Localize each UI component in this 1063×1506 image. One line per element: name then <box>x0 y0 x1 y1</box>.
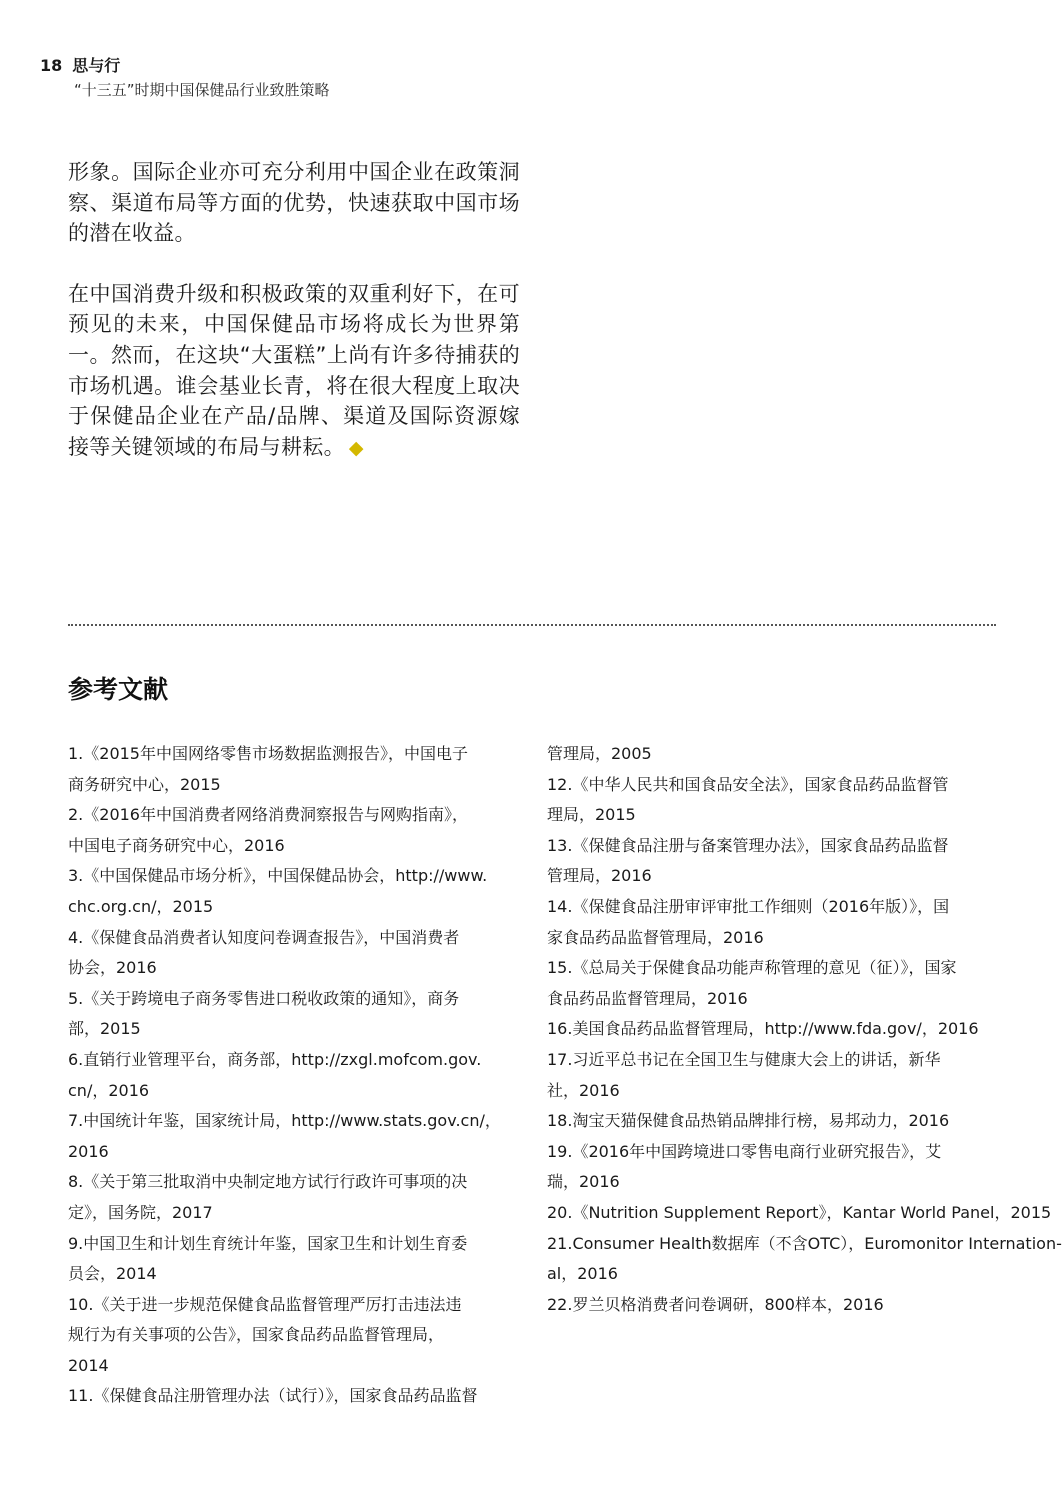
reference-line: 16.美国食品药品监督管理局，http://www.fda.gov/，2016 <box>547 1019 979 1039</box>
reference-line: 4.《保健食品消费者认知度问卷调查报告》，中国消费者 <box>68 927 460 947</box>
reference-line: 2.《2016年中国消费者网络消费洞察报告与网购指南》， <box>68 805 468 825</box>
reference-line: 21.Consumer Health数据库（不含OTC），Euromonitor Internation- <box>547 1233 1062 1253</box>
reference-line: 11.《保健食品注册管理办法（试行）》，国家食品药品监督 <box>68 1386 478 1406</box>
reference-line: 管理局，2005 <box>547 744 652 763</box>
references-heading: 参考文献 <box>68 675 169 704</box>
reference-line: 瑞，2016 <box>547 1172 620 1192</box>
diamond-end-icon: ◆ <box>348 436 364 459</box>
reference-line: 13.《保健食品注册与备案管理办法》，国家食品药品监督 <box>547 835 949 855</box>
header-title-row <box>40 56 330 76</box>
reference-line: 3.《中国保健品市场分析》，中国保健品协会，http://www. <box>68 866 488 886</box>
publication-name: 思与行 <box>72 56 121 75</box>
reference-line: 管理局，2016 <box>547 866 652 886</box>
reference-line: 食品药品监督管理局，2016 <box>547 988 748 1008</box>
reference-line: 15.《总局关于保健食品功能声称管理的意见（征）》，国家 <box>547 958 957 978</box>
page-number: 18 <box>40 56 63 75</box>
references-left-column <box>68 739 516 1412</box>
reference-line: 10.《关于进一步规范保健食品监督管理严厉打击违法违 <box>68 1294 462 1314</box>
reference-line: 6.直销行业管理平台，商务部，http://zxgl.mofcom.gov. <box>68 1049 482 1069</box>
reference-line: 家食品药品监督管理局，2016 <box>547 927 764 947</box>
reference-line: 7.中国统计年鉴，国家统计局，http://www.stats.gov.cn/， <box>68 1111 501 1131</box>
reference-line: 14.《保健食品注册审评审批工作细则（2016年版）》，国 <box>547 896 950 916</box>
reference-line: 8.《关于第三批取消中央制定地方试行行政许可事项的决 <box>68 1172 468 1192</box>
reference-line: 5.《关于跨境电子商务零售进口税收政策的通知》，商务 <box>68 988 460 1008</box>
page-header <box>40 56 330 101</box>
reference-line: 1.《2015年中国网络零售市场数据监测报告》，中国电子 <box>68 744 468 763</box>
reference-line: 中国电子商务研究中心，2016 <box>68 835 285 855</box>
body-text <box>68 157 520 493</box>
body-paragraph-2: 在中国消费升级和积极政策的双重利好下，在可预见的未来，中国保健品市场将成长为世界第一。然而，在这块“大蛋糕”上尚有许多待捕获的市场机遇。谁会基业长青，将在很大程度上取决于保健品企业在产品/品牌、渠道及国际资源嫁接等关键领域的布局与耕耘。 ◆ <box>68 281 520 459</box>
reference-line: 2016 <box>68 1141 109 1161</box>
reference-line: 18.淘宝天猫保健食品热销品牌排行榜，易邦动力，2016 <box>547 1111 950 1131</box>
reference-line: 员会，2014 <box>68 1264 157 1284</box>
reference-line: 17.习近平总书记在全国卫生与健康大会上的讲话，新华 <box>547 1049 941 1069</box>
reference-line: 19.《2016年中国跨境进口零售电商行业研究报告》，艾 <box>547 1141 942 1161</box>
reference-line: 社，2016 <box>547 1080 620 1100</box>
reference-line: 理局，2015 <box>547 805 636 825</box>
reference-line: 9.中国卫生和计划生育统计年鉴，国家卫生和计划生育委 <box>68 1233 468 1253</box>
reference-line: 20.《Nutrition Supplement Report》，Kantar World Panel，2015 <box>547 1202 1052 1222</box>
reference-line: al，2016 <box>547 1264 618 1284</box>
reference-line: 部，2015 <box>68 1019 141 1039</box>
body-paragraph-1: 形象。国际企业亦可充分利用中国企业在政策洞察、渠道布局等方面的优势，快速获取中国市场的潜在收益。 <box>68 160 520 246</box>
reference-line: 协会，2016 <box>68 958 157 978</box>
references-right-column <box>547 739 1062 1320</box>
dotted-divider <box>68 624 996 626</box>
reference-line: cn/，2016 <box>68 1080 150 1100</box>
reference-line: 2014 <box>68 1355 109 1375</box>
reference-line: chc.org.cn/，2015 <box>68 896 214 916</box>
report-subtitle: “十三五”时期中国保健品行业致胜策略 <box>74 81 330 99</box>
reference-line: 定》，国务院，2017 <box>68 1202 213 1222</box>
reference-line: 商务研究中心，2015 <box>68 774 221 794</box>
reference-line: 22.罗兰贝格消费者问卷调研，800样本，2016 <box>547 1294 884 1314</box>
reference-line: 规行为有关事项的公告》，国家食品药品监督管理局， <box>68 1325 445 1345</box>
reference-line: 12.《中华人民共和国食品安全法》，国家食品药品监督管 <box>547 774 949 794</box>
